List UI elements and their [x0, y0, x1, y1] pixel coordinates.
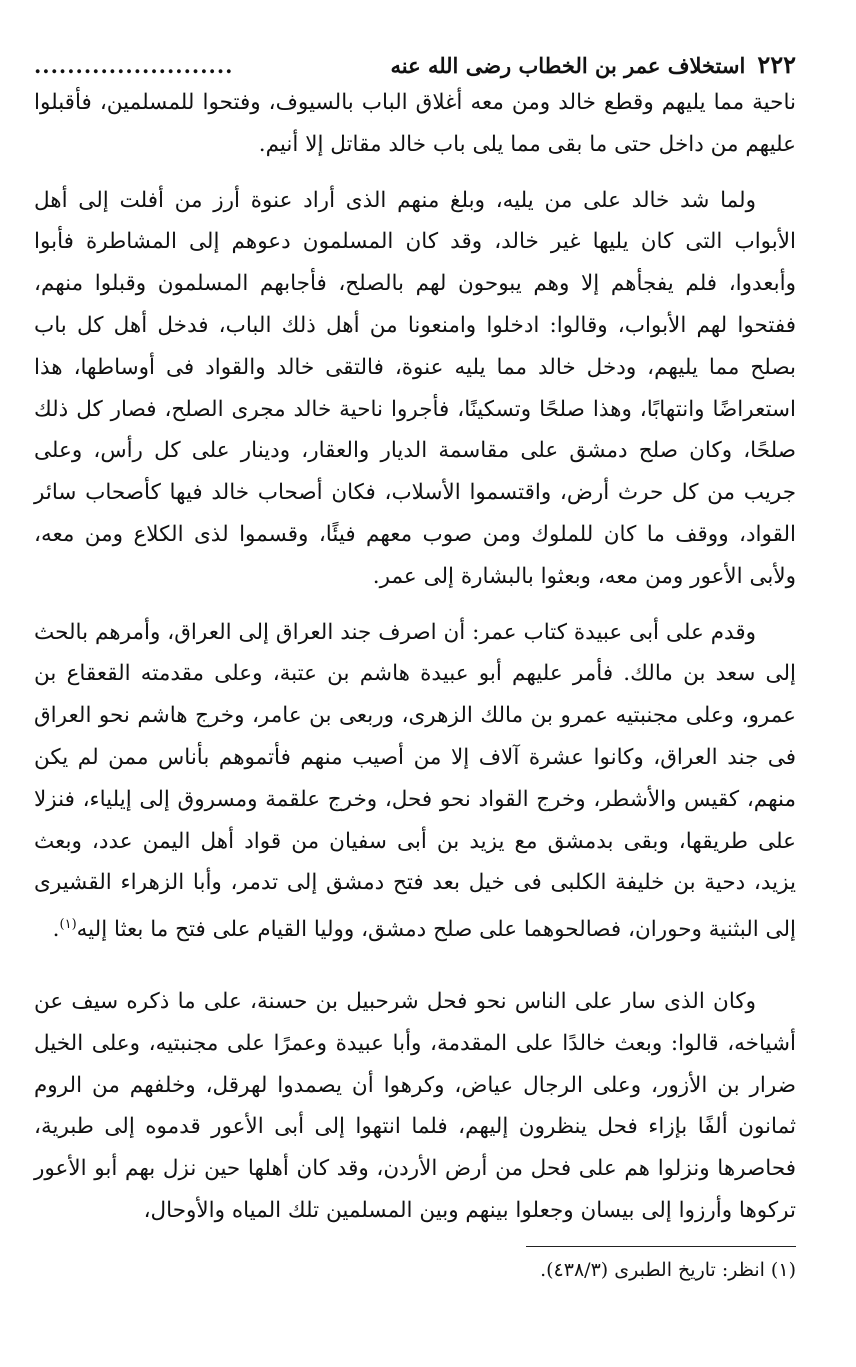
- footnote-reference: (١): [59, 917, 77, 933]
- page-number: ٢٢٢: [757, 50, 796, 79]
- footnote-divider: [526, 1246, 796, 1247]
- paragraph-2: ولما شد خالد على من يليه، وبلغ منهم الذى أراد عنوة أرز من أفلت إلى أهل الأبواب التى كان يليها غير خالد، وقد كان المسلمون دعوهم إلى المشاطرة فأبوا وأبعدوا، فلم يفجأهم إلا وهم يبوحون لهم بالصلح، فأجابهم المسلمون وقبلوا منهم، ففتحوا لهم الأبواب، وقالوا: ادخلوا وامنعونا من أهل ذلك الباب، فدخل أهل كل باب بصلح مما يليهم، ودخل خالد مما يليه عنوة، فالتقى خالد والقواد فى أوساطها، هذا استعراضًا وانتهابًا، وهذا صلحًا وتسكينًا، فأجروا ناحية خالد مجرى الصلح، فصار كل ذلك صلحًا، وكان صلح دمشق على مقاسمة الديار والعقار، ودينار على كل رأس، وعلى جريب من كل حرث أرض، واقتسموا الأسلاب، فكان أصحاب خالد فيها كأصحاب سائر القواد، ووقف ما كان للملوك ومن صوب معهم فيئًا، وقسموا لذى الكلاع ومن معه، ولأبى الأعور ومن معه، وبعثوا بالبشارة إلى عمر.: [34, 187, 796, 589]
- paragraph-3: وقدم على أبى عبيدة كتاب عمر: أن اصرف جند العراق إلى العراق، وأمرهم بالحث إلى سعد بن مالك. فأمر عليهم أبو عبيدة هاشم بن عتبة، وعلى مقدمته القعقاع بن عمرو، وعلى مجنبتيه عمرو بن مالك الزهرى، وربعى بن عامر، وخرج هاشم نحو العراق فى جند العراق، وكانوا عشرة آلاف إلا من أصيب منهم فأتموهم بأناس ممن لم يكن منهم، كقيس والأشطر، وخرج القواد نحو فحل، وخرج علقمة ومسروق إلى إيلياء، فنزلا على طريقها، وبقى بدمشق مع يزيد بن أبى سفيان من قواد أهل اليمن عدد، وبعث يزيد، دحية بن خليفة الكلبى فى خيل بعد فتح دمشق إلى تدمر، وأبا الزهراء القشيرى إلى البثنية وحوران، فصالحوهما على صلح دمشق، ووليا القيام على فتح ما بعثا إليه$^{(١)}$.: [34, 619, 796, 943]
- chapter-title: استخلاف عمر بن الخطاب رضى الله عنه: [390, 53, 746, 78]
- paragraph-4: وكان الذى سار على الناس نحو فحل شرحبيل بن حسنة، على ما ذكره سيف عن أشياخه، قالوا: وبعث خالدًا على المقدمة، وأبا عبيدة وعمرًا على مجنبتيه، وعلى الخيل ضرار بن الأزور، وعلى الرجال عياض، وكرهوا أن يصمدوا لهرقل، وخلفهم من الروم ثمانون ألفًا بإزاء فحل ينظرون إليهم، فلما انتهوا إلى أبى الأعور قدموه إلى طبرية، فحاصرها ونزلوا هم على فحل من أرض الأردن، وقد كان أهلها حين نزل بهم أبو الأعور تركوها وأرزوا إلى بيسان وجعلوا بينهم وبين المسلمين تلك المياه والأوحال،: [34, 989, 796, 1224]
- paragraph-1: ناحية مما يليهم وقطع خالد ومن معه أغلاق الباب بالسيوف، وفتحوا للمسلمين، فأقبلوا عليهم من داخل حتى ما بقى مما يلى باب خالد مقاتل إلا أنيم.: [34, 90, 796, 157]
- running-header: [34, 50, 796, 82]
- paragraph-3-text: وقدم على أبى عبيدة كتاب عمر: أن اصرف جند العراق إلى العراق، وأمرهم بالحث إلى سعد بن مالك. فأمر عليهم أبو عبيدة هاشم بن عتبة، وعلى مقدمته القعقاع بن عمرو، وعلى مجنبتيه عمرو بن مالك الزهرى، وربعى بن عامر، وخرج هاشم نحو العراق فى جند العراق، وكانوا عشرة آلاف إلا من أصيب منهم فأتموهم بأناس ممن لم يكن منهم، كقيس والأشطر، وخرج القواد نحو فحل، وخرج علقمة ومسروق إلى إيلياء، فنزلا على طريقها، وبقى بدمشق مع يزيد بن أبى سفيان من قواد أهل اليمن عدد، وبعث يزيد، دحية بن خليفة الكلبى فى خيل بعد فتح دمشق إلى تدمر، وأبا الزهراء القشيرى إلى البثنية وحوران، فصالحوهما على صلح دمشق، ووليا القيام على فتح ما بعثا إليه: [34, 619, 796, 943]
- book-page: [34, 50, 796, 1285]
- header-leader-dots: ........................: [34, 53, 234, 78]
- footnote: (١) انظر: تاريخ الطبرى (٤٣٨/٣).: [540, 1258, 796, 1281]
- body-text: [34, 82, 796, 1232]
